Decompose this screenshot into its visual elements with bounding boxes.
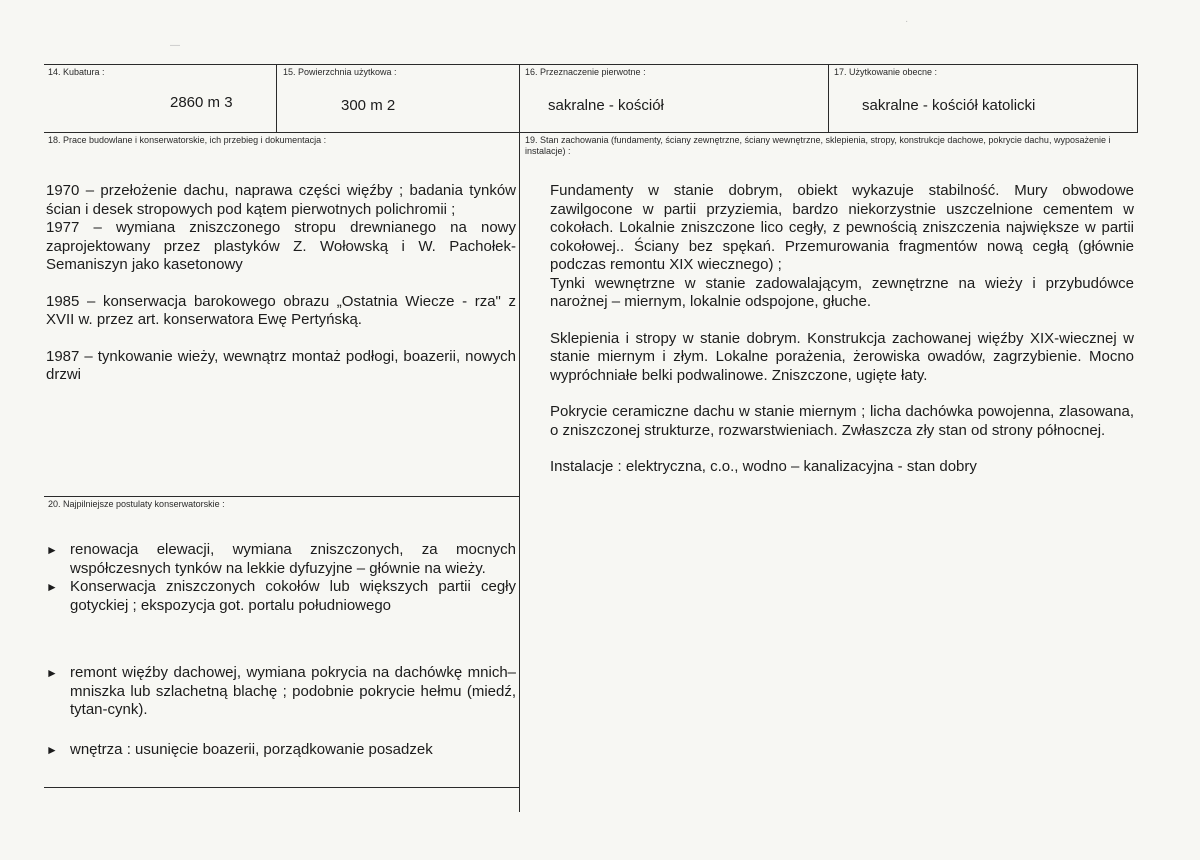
form-bottom-border <box>44 787 520 788</box>
condition-description <box>550 182 1134 495</box>
field-18-label: 18. Prace budowlane i konserwatorskie, ich przebieg i dokumentacja : <box>48 135 327 145</box>
postulates-list-last <box>46 741 516 760</box>
scan-mark: — <box>170 40 180 51</box>
postulate-item <box>46 541 516 578</box>
field-20-label: 20. Najpilniejsze postulaty konserwatorskie : <box>48 499 225 509</box>
bullet-arrow-icon: ► <box>46 666 58 680</box>
postulate-text: renowacja elewacji, wymiana zniszczonych, za mocnych współczesnych tynków na lekkie dyfuzyjne – głównie na wieży. <box>70 541 516 577</box>
works-entry: 1985 – konserwacja barokowego obrazu „Ostatnia Wiecze - rza" z XVII w. przez art. konserwatora Ewę Pertyńską. <box>46 292 516 328</box>
condition-paragraph: Tynki wewnętrzne w stanie zadowalającym, zewnętrzne na wieży i przybudówce narożnej – miernym, lokalnie odspojone, głuche. <box>550 274 1134 310</box>
works-entry: 1987 – tynkowanie wieży, wewnątrz montaż podłogi, boazerii, nowych drzwi <box>46 347 516 383</box>
bullet-arrow-icon: ► <box>46 543 58 557</box>
field-19-label: 19. Stan zachowania (fundamenty, ściany zewnętrzne, ściany wewnętrzne, sklepienia, stropy, konstrukcje dachowe, pokrycie dachu, wyposażenie i instalacje) : <box>525 135 1111 156</box>
works-history <box>46 182 516 403</box>
column-divider <box>519 64 520 812</box>
works-entry: 1970 – przełożenie dachu, naprawa części więźby ; badania tynków ścian i desek stropowych pod kątem pierwotnych polichromii ; <box>46 182 516 218</box>
bullet-arrow-icon: ► <box>46 580 58 594</box>
field-15-value: 300 m 2 <box>341 97 396 114</box>
field-17-label: 17. Użytkowanie obecne : <box>834 67 938 77</box>
cell-divider-14-15 <box>276 64 277 132</box>
field-16-label: 16. Przeznaczenie pierwotne : <box>525 67 646 77</box>
bullet-arrow-icon: ► <box>46 743 58 757</box>
field-14-value: 2860 m 3 <box>170 94 233 111</box>
section-20-top-border <box>44 496 520 497</box>
postulates-list <box>46 541 516 615</box>
field-14-label: 14. Kubatura : <box>48 67 105 77</box>
form-top-border <box>44 64 1138 65</box>
cell-divider-16-17 <box>828 64 829 132</box>
scan-mark: · <box>905 16 909 27</box>
postulates-list-continued <box>46 664 516 720</box>
field-16-value: sakralne - kościół <box>548 97 664 114</box>
works-entry: 1977 – wymiana zniszczonego stropu drewnianego na nowy zaprojektowany przez plastyków Z. Wołowską i W. Pachołek-Semaniszyn jako kasetonowy <box>46 219 516 273</box>
header-row-divider <box>44 132 1138 133</box>
field-15-label: 15. Powierzchnia użytkowa : <box>283 67 397 77</box>
postulate-text: wnętrza : usunięcie boazerii, porządkowanie posadzek <box>70 741 433 758</box>
postulate-text: Konserwacja zniszczonych cokołów lub większych partii cegły gotyckiej ; ekspozycja got. portalu południowego <box>70 578 516 614</box>
postulate-item <box>46 741 516 760</box>
form-right-border <box>1137 64 1138 132</box>
condition-paragraph: Sklepienia i stropy w stanie dobrym. Konstrukcja zachowanej więźby XIX-wiecznej w stanie miernym i złym. Lokalne porażenia, żerowiska owadów, zagrzybienie. Mocno wypróchniałe belki podwalinowe. Zniszczone, ugięte łaty. <box>550 329 1134 384</box>
postulate-item <box>46 664 516 720</box>
condition-paragraph: Fundamenty w stanie dobrym, obiekt wykazuje stabilność. Mury obwodowe zawilgocone w partii przyziemia, bardzo niekorzystnie uszczelnione cementem w cokołach. Lokalnie zniszczone lico cegły, z pewnością zniszczenia największe w partii cokołowej.. Ściany bez spękań. Przemurowania fragmentów nową cegłą (głównie podczas remontu XIX wiecznego) ; <box>550 182 1134 273</box>
field-17-value: sakralne - kościół katolicki <box>862 97 1036 114</box>
postulate-text: remont więźby dachowej, wymiana pokrycia na dachówkę mnich–mniszka lub szlachetną blachę ; podobnie pokrycie hełmu (miedź, tytan-cynk). <box>70 664 516 718</box>
condition-paragraph: Instalacje : elektryczna, c.o., wodno – kanalizacyjna - stan dobry <box>550 458 977 475</box>
condition-paragraph: Pokrycie ceramiczne dachu w stanie miernym ; licha dachówka powojenna, zlasowana, o zniszczonej strukturze, rozwarstwieniach. Zwłaszcza zły stan od strony północnej. <box>550 403 1134 439</box>
postulate-item <box>46 578 516 615</box>
